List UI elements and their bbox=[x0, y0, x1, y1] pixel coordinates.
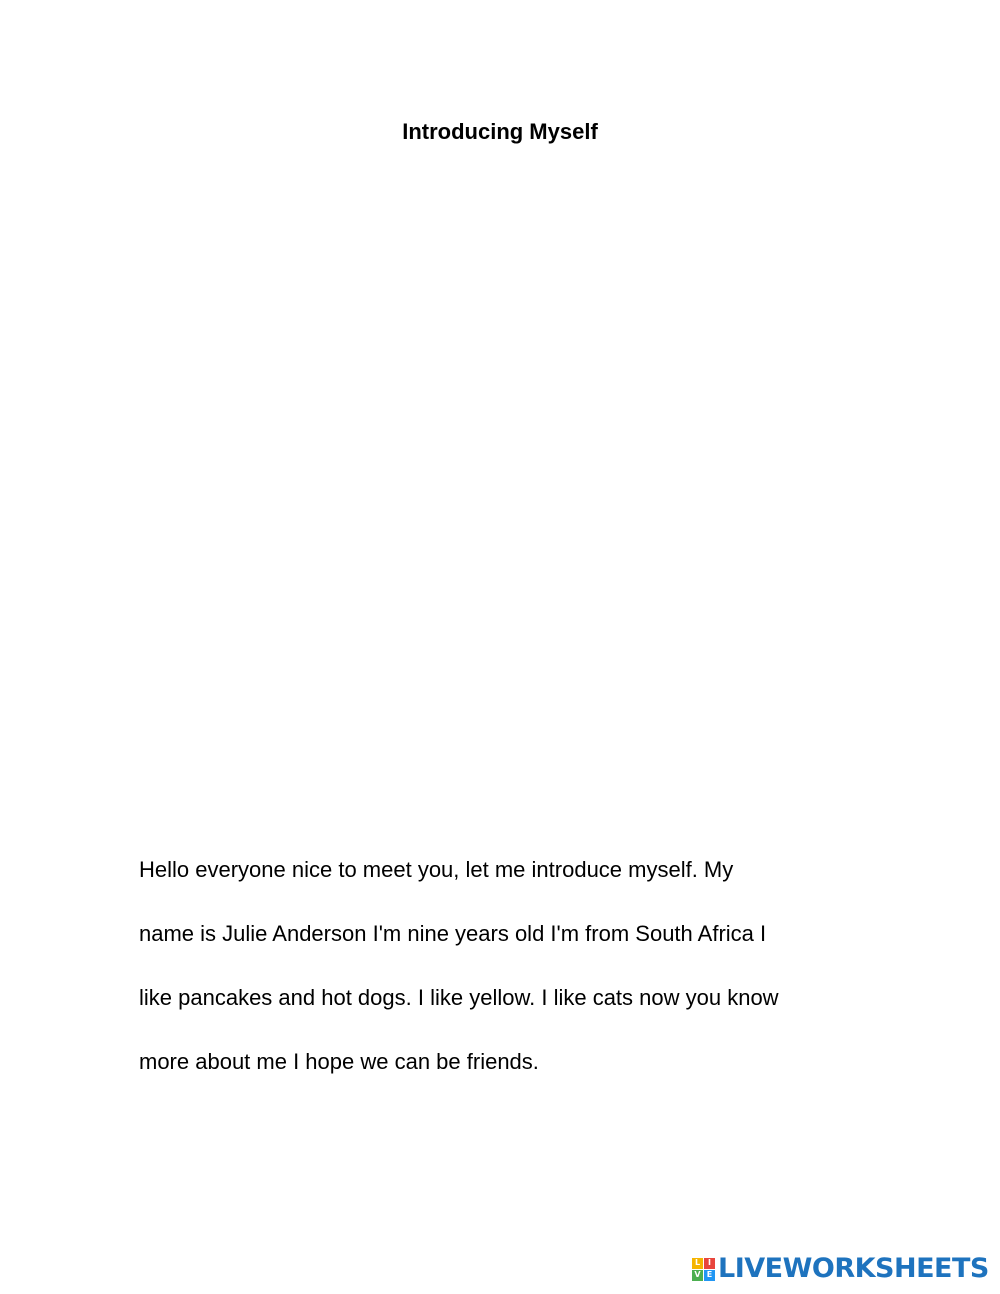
document-paragraph bbox=[139, 838, 859, 1094]
document-title: Introducing Myself bbox=[402, 119, 598, 144]
logo-letter-i: I bbox=[704, 1258, 715, 1269]
logo-letter-v: V bbox=[692, 1270, 703, 1281]
paragraph-line: Hello everyone nice to meet you, let me introduce myself. My bbox=[139, 857, 734, 882]
logo-letter-e: E bbox=[704, 1270, 715, 1281]
liveworksheets-logo-icon bbox=[692, 1258, 715, 1281]
logo-letter-l: L bbox=[692, 1258, 703, 1269]
paragraph-line: name is Julie Anderson I'm nine years old I'm from South Africa I bbox=[139, 921, 767, 946]
liveworksheets-wordmark: LIVEWORKSHEETS bbox=[718, 1253, 989, 1284]
paragraph-line: like pancakes and hot dogs. I like yellow. I like cats now you know bbox=[139, 985, 779, 1010]
paragraph-line: more about me I hope we can be friends. bbox=[139, 1049, 539, 1074]
liveworksheets-branding bbox=[692, 1254, 989, 1284]
